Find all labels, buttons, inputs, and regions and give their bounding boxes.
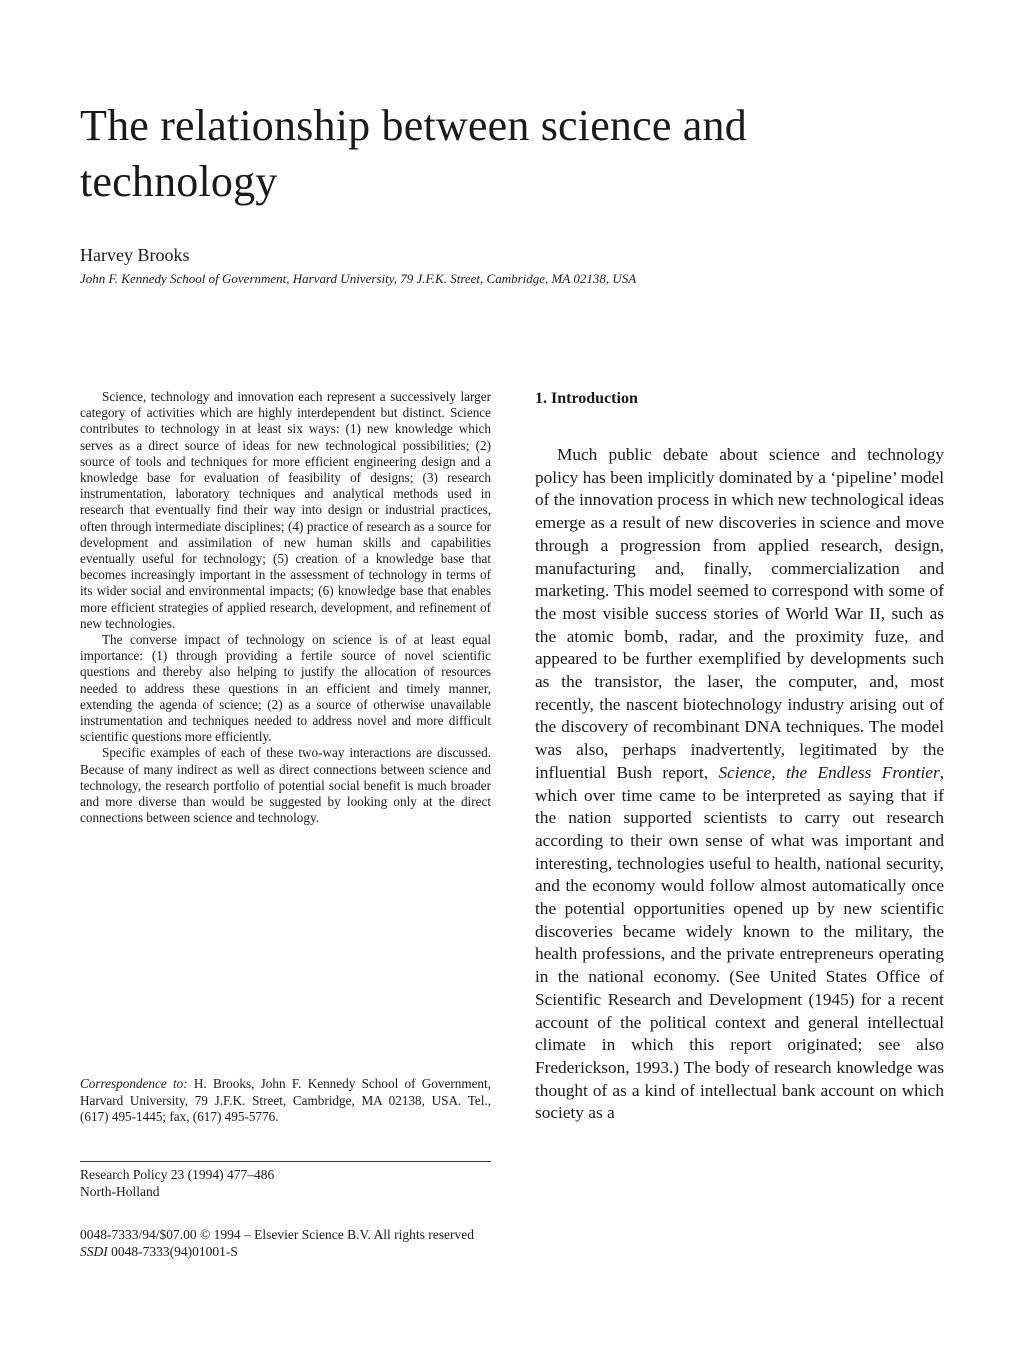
footnote-rule	[80, 1161, 491, 1162]
section-heading: 1. Introduction	[535, 390, 638, 407]
correspondence-text: H. Brooks, John F. Kennedy School of Government, Harvard University, 79 J.F.K. Street, Cambridge, MA 02138, USA. Tel., (617) 495-1445; fax, (617) 495-5776.	[80, 1076, 491, 1124]
abstract	[80, 389, 491, 826]
introduction-body	[535, 444, 944, 1125]
ssdi-label: SSDI	[80, 1244, 108, 1259]
journal-publisher: North-Holland	[80, 1184, 160, 1199]
correspondence-label: Correspondence to:	[80, 1076, 188, 1091]
author-affiliation: John F. Kennedy School of Government, Harvard University, 79 J.F.K. Street, Cambridge, MA 02138, USA	[80, 271, 637, 286]
journal-info	[80, 1166, 274, 1200]
ssdi-line	[80, 1243, 474, 1260]
abstract-paragraph: Science, technology and innovation each represent a successively larger category of activities which are highly interdependent but distinct. Science contributes to technology in at least six ways: (1) new knowledge which serves as a direct source of ideas for new technological possibilities; (2) source of tools and techniques for more efficient engineering design and a knowledge base for evaluation of feasibility of designs; (3) research instrumentation, laboratory techniques and analytical methods used in research that eventually find their way into design or industrial practices, often through intermediate disciplines; (4) practice of research as a source for development and assimilation of new human skills and capabilities eventually useful for technology; (5) creation of a knowledge base that becomes increasingly important in the assessment of technology in terms of its wider social and environmental impacts; (6) knowledge base that enables more efficient strategies of applied research, development, and refinement of new technologies.	[80, 389, 491, 631]
correspondence-note	[80, 1076, 491, 1126]
abstract-paragraph: Specific examples of each of these two-way interactions are discussed. Because of many indirect as well as direct connections between science and technology, the research portfolio of potential social benefit is much broader and more diverse than would be suggested by looking only at the direct connections between science and technology.	[80, 745, 491, 826]
cited-book-title: Science, the Endless Frontier	[718, 762, 940, 782]
copyright-info	[80, 1226, 474, 1260]
ssdi-code: 0048-7333(94)01001-S	[111, 1244, 238, 1259]
journal-citation: Research Policy 23 (1994) 477–486	[80, 1167, 275, 1182]
abstract-paragraph: The converse impact of technology on science is of at least equal importance: (1) through providing a fertile source of novel scientific questions and thereby also helping to justify the allocation of resources needed to address these questions in an efficient and timely manner, extending the agenda of science; (2) as a source of otherwise unavailable instrumentation and techniques needed to address novel and more difficult scientific questions more efficiently.	[80, 632, 491, 745]
paper-title: The relationship between science and technology	[80, 101, 747, 206]
author-name: Harvey Brooks	[80, 245, 190, 265]
copyright-line: 0048-7333/94/$07.00 © 1994 – Elsevier Science B.V. All rights reserved	[80, 1227, 474, 1242]
body-text-continuation: , which over time came to be interpreted as saying that if the nation supported scientists to carry out research according to their own sense of what was important and interesting, technologies useful to health, national security, and the economy would follow almost automatically once the potential opportunities opened up by new scientific discoveries became widely known to the military, the health professions, and the private entrepreneurs operating in the national economy. (See United States Office of Scientific Research and Development (1945) for a recent account of the political context and general intellectual climate in which this report originated; see also Frederickson, 1993.) The body of research knowledge was thought of as a kind of intellectual bank account on which society as a	[535, 762, 945, 1123]
body-paragraph	[535, 444, 944, 1125]
body-text-lead: Much public debate about science and technology policy has been implicitly dominated by a ‘pipeline’ model of the innovation process in which new technological ideas emerge as a result of new discoveries in science and move through a progression from applied research, design, manufacturing and, finally, commercialization and marketing. This model seemed to correspond with some of the most visible success stories of World War II, such as the atomic bomb, radar, and the proximity fuze, and appeared to be further exemplified by developments such as the transistor, the laser, the computer, and, most recently, the nascent biotechnology industry arising out of the discovery of recombinant DNA techniques. The model was also, perhaps inadvertently, legitimated by the influential Bush report,	[535, 445, 944, 782]
